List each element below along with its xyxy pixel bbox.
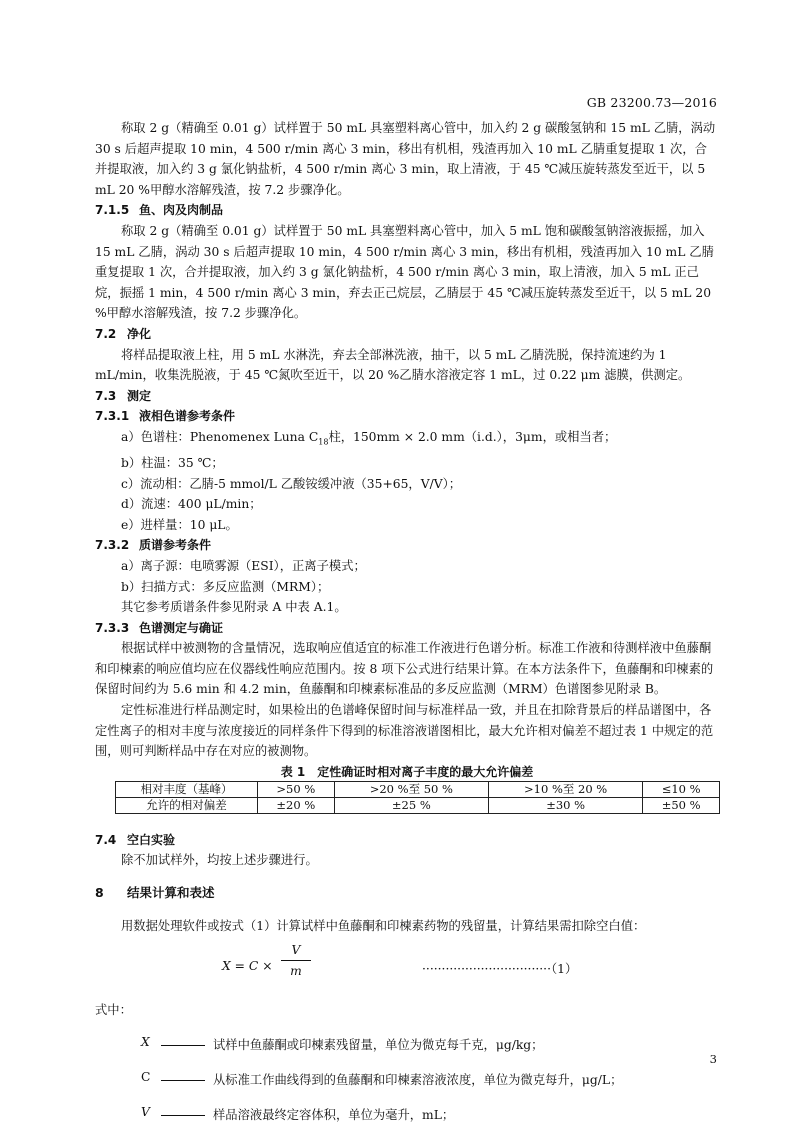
lc-item-a-subscript: 18 [318, 437, 329, 447]
lc-item-a-text: a）色谱柱：Phenomenex Luna C [121, 429, 319, 444]
formula-number: ·································（1） [422, 962, 578, 977]
table-caption: 表 1 定性确证时相对离子丰度的最大允许偏差 [280, 764, 534, 779]
heading-title: 鱼、肉及肉制品 [139, 203, 224, 218]
lc-item-e: e）进样量：10 μL。 [121, 517, 238, 532]
heading-title: 结果计算和表述 [127, 885, 215, 901]
page-number: 3 [709, 1052, 717, 1066]
table-cell: >20 %至 50 % [334, 781, 488, 797]
formula-numerator: V [281, 940, 311, 961]
definition-item [95, 1062, 719, 1097]
heading-8 [95, 883, 719, 904]
heading-title: 空白实验 [127, 832, 176, 847]
definition-item [95, 1027, 719, 1062]
definition-list [95, 1027, 719, 1132]
formula-lhs: X = C × [222, 959, 273, 974]
formula-fraction [281, 940, 311, 981]
heading-number: 7.3.3 [95, 620, 130, 635]
heading-7-3-1 [95, 406, 719, 427]
page-body [95, 118, 719, 1132]
heading-number: 7.3 [95, 388, 117, 403]
heading-number: 7.2 [95, 326, 117, 341]
table-cell: ±30 % [488, 797, 642, 813]
para-7-4: 除不加试样外，均按上述步骤进行。 [121, 853, 318, 868]
table-cell: ±50 % [643, 797, 720, 813]
lc-item-a-text-end: 柱，150mm × 2.0 mm（i.d.），3μm，或相当者； [328, 429, 617, 444]
para-8: 用数据处理软件或按式（1）计算试样中鱼藤酮和印楝素药物的残留量，计算结果需扣除空白值： [121, 918, 646, 933]
definition-text: 试样中鱼藤酮或印楝素残留量，单位为微克每千克，μg/kg； [213, 1037, 544, 1052]
table-cell: ≤10 % [643, 781, 720, 797]
heading-title: 质谱参考条件 [139, 538, 212, 553]
table-cell: ±25 % [334, 797, 488, 813]
heading-title: 液相色谱参考条件 [139, 409, 236, 424]
lc-item-a [95, 427, 719, 453]
heading-title: 净化 [127, 326, 152, 341]
ms-item-b: b）扫描方式：多反应监测（MRM）； [121, 579, 330, 594]
document-header: GB 23200.73—2016 [586, 95, 717, 110]
table-cell: ±20 % [258, 797, 335, 813]
definition-symbol: V [141, 1104, 150, 1119]
table-cell: 相对丰度（基峰） [116, 781, 258, 797]
para-7-1-5: 称取 2 g（精确至 0.01 g）试样置于 50 mL 具塞塑料离心管中，加入 5 mL 饱和碳酸氢钠溶液振摇，加入 15 mL 乙腈，涡动 30 s 后超声提取 10 min，4 500 r/min 离心 3 min，移出有机相，残渣再加入 10 mL 乙腈重复提取 1 次，合并提取液，加入约 3 g 氯化钠盐析，4 500 r/min 离心 3 min，取上清液，加入 5 mL 正己烷，振摇 1 min，4 500 r/min 离心 3 min，弃去正己烷层，乙腈层于 45 ℃减压旋转蒸发至近干，以 5 mL 20 %甲醇水溶解残渣，按 7.2 步骤净化。 [95, 223, 714, 321]
definition-dash [161, 1115, 205, 1116]
formula-denominator: m [290, 964, 302, 979]
heading-number: 7.4 [95, 832, 117, 847]
heading-title: 测定 [127, 388, 152, 403]
heading-number: 7.3.2 [95, 538, 130, 553]
heading-7-2 [95, 324, 719, 345]
where-label: 式中： [95, 1003, 132, 1018]
heading-number: 7.3.1 [95, 409, 130, 424]
table-row [116, 797, 720, 813]
table-cell: >10 %至 20 % [488, 781, 642, 797]
table-cell: 允许的相对偏差 [116, 797, 258, 813]
ms-item-a: a）离子源：电喷雾源（ESI），正离子模式； [121, 558, 366, 573]
table-row [116, 781, 720, 797]
definition-item [95, 1097, 719, 1132]
definition-symbol: C [141, 1069, 151, 1084]
definition-dash [161, 1080, 205, 1081]
definition-symbol: X [141, 1034, 150, 1049]
para-7-3-3-b: 定性标准进行样品测定时，如果检出的色谱峰保留时间与标准样品一致，并且在扣除背景后的样品谱图中，各定性离子的相对丰度与浓度接近的同样条件下得到的标准溶液谱图相比，最大允许相对偏差不超过表 1 中规定的范围，则可判断样品中存在对应的被测物。 [95, 703, 714, 759]
heading-7-3-3 [95, 618, 719, 639]
definition-text: 样品溶液最终定容体积，单位为毫升，mL； [213, 1107, 455, 1122]
para-7-2: 将样品提取液上柱，用 5 mL 水淋洗，弃去全部淋洗液，抽干，以 5 mL 乙腈洗脱，保持流速约为 1 mL/min，收集洗脱液，于 45 ℃氮吹至近干，以 20 %乙腈水溶液定容 1 mL，过 0.22 μm 滤膜，供测定。 [95, 347, 691, 383]
definition-dash [161, 1045, 205, 1046]
table-cell: >50 % [258, 781, 335, 797]
heading-number: 8 [95, 885, 104, 901]
heading-7-3 [95, 386, 719, 407]
definition-text: 从标准工作曲线得到的鱼藤酮和印楝素溶液浓度，单位为微克每升，μg/L； [213, 1072, 623, 1087]
heading-title: 色谱测定与确证 [139, 620, 224, 635]
heading-7-1-5 [95, 200, 719, 221]
lc-item-c: c）流动相：乙腈-5 mmol/L 乙酸铵缓冲液（35+65，V/V）； [121, 476, 462, 491]
heading-7-3-2 [95, 535, 719, 556]
para-7-3-3-a: 根据试样中被测物的含量情况，选取响应值适宜的标准工作液进行色谱分析。标准工作液和待测样液中鱼藤酮和印楝素的响应值均应在仪器线性响应范围内。按 8 项下公式进行结果计算。在本方法条件下，鱼藤酮和印楝素的保留时间约为 5.6 min 和 4.2 min，鱼藤酮和印楝素标准品的多反应监测（MRM）色谱图参见附录 B。 [95, 641, 714, 697]
para-7-1-1: 称取 2 g（精确至 0.01 g）试样置于 50 mL 具塞塑料离心管中，加入约 2 g 碳酸氢钠和 15 mL 乙腈，涡动 30 s 后超声提取 10 min，4 500 r/min 离心 3 min，移出有机相，残渣再加入 10 mL 乙腈重复提取 1 次，合并提取液，加入约 3 g 氯化钠盐析，4 500 r/min 离心 3 min，取上清液，于 45 ℃减压旋转蒸发至近干，以 5 mL 20 %甲醇水溶解残渣，按 7.2 步骤净化。 [95, 121, 716, 197]
heading-7-4 [95, 830, 719, 851]
ms-note: 其它参考质谱条件参见附录 A 中表 A.1。 [121, 600, 347, 615]
lc-item-d: d）流速：400 μL/min； [121, 497, 262, 512]
lc-item-b: b）柱温：35 ℃； [121, 455, 224, 470]
heading-number: 7.1.5 [95, 203, 130, 218]
formula-1 [95, 940, 719, 998]
tolerance-table [115, 781, 720, 814]
